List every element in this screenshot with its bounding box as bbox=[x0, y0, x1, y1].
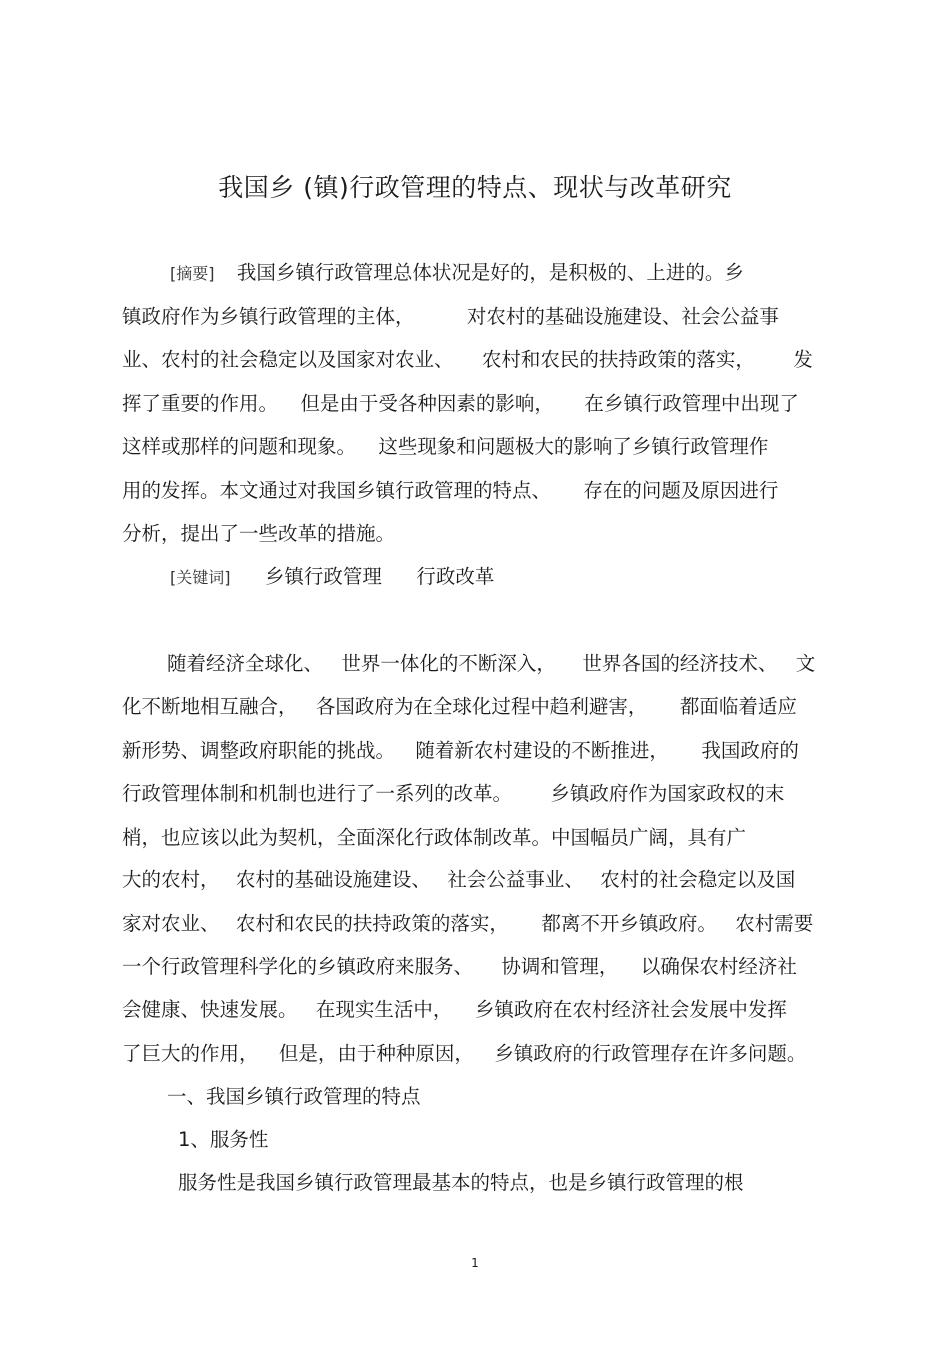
body-text: 农村的社会稳定以及国 bbox=[600, 868, 796, 891]
abstract-text: 农村和农民的扶持政策的落实， bbox=[481, 348, 755, 371]
body-text: 农村和农民的扶持政策的落实， bbox=[235, 912, 509, 935]
body-line-7 bbox=[122, 910, 832, 938]
body-text: 社会公益事业、 bbox=[447, 868, 584, 891]
body-text: 都面临着适应 bbox=[679, 695, 797, 718]
abstract-line-3 bbox=[122, 346, 832, 374]
body-text: 随着新农村建设的不断推进， bbox=[415, 739, 669, 762]
body-line-4 bbox=[122, 780, 832, 808]
abstract-text: 这样或那样的问题和现象。 bbox=[122, 435, 357, 458]
body-text: 文 bbox=[795, 652, 816, 675]
body-text: 梢，也应该以此为契机，全面深化行政体制改革。中国幅员广阔，具有广 bbox=[122, 826, 747, 849]
body-text: 新形势、调整政府职能的挑战。 bbox=[122, 739, 396, 762]
body-text: 各国政府为在全球化过程中趋利避害， bbox=[315, 695, 648, 718]
body-line-8 bbox=[122, 953, 832, 981]
abstract-text: 对农村的基础设施建设、社会公益事 bbox=[466, 305, 779, 328]
body-text: 化不断地相互融合， bbox=[122, 695, 298, 718]
abstract-text: 我国乡镇行政管理总体状况是好的，是积极的、上进的。乡 bbox=[236, 261, 744, 284]
body-text: 了巨大的作用， bbox=[122, 1042, 259, 1065]
body-text: 在现实生活中， bbox=[315, 998, 453, 1021]
body-line-1 bbox=[167, 650, 832, 678]
abstract-line-6 bbox=[122, 477, 832, 505]
abstract-text: 分析，提出了一些改革的措施。 bbox=[122, 522, 396, 545]
body-text: 农村需要 bbox=[735, 912, 814, 935]
body-line-2 bbox=[122, 693, 832, 721]
abstract-line-5 bbox=[122, 433, 832, 461]
body-text: 但是，由于种种原因， bbox=[278, 1042, 474, 1065]
abstract-text: 业、农村的社会稳定以及国家对农业、 bbox=[122, 348, 454, 371]
body-line-3 bbox=[122, 737, 832, 765]
abstract-text: 镇政府作为乡镇行政管理的主体， bbox=[122, 305, 415, 328]
body-line-5 bbox=[122, 824, 832, 852]
section-heading: 一、我国乡镇行政管理的特点 bbox=[167, 1085, 421, 1108]
abstract-line-7 bbox=[122, 520, 832, 548]
body-text: 会健康、快速发展。 bbox=[122, 998, 298, 1021]
keyword: 行政改革 bbox=[416, 565, 495, 588]
body-paragraph-2: 服务性是我国乡镇行政管理最基本的特点，也是乡镇行政管理的根 bbox=[178, 1171, 744, 1194]
body-text: 世界各国的经济技术、 bbox=[582, 652, 778, 675]
abstract-tag: [摘要] bbox=[170, 264, 215, 283]
body-line-9 bbox=[122, 996, 832, 1024]
keyword: 乡镇行政管理 bbox=[264, 565, 382, 588]
body-text: 随着经济全球化、 bbox=[167, 652, 324, 675]
body-text: 行政管理体制和机制也进行了一系列的改革。 bbox=[122, 782, 513, 805]
abstract-text: 存在的问题及原因进行 bbox=[583, 479, 779, 502]
keywords-line bbox=[170, 563, 830, 592]
abstract-line-1 bbox=[170, 259, 830, 288]
abstract-text: 但是由于受各种因素的影响， bbox=[300, 392, 554, 415]
body-text: 大的农村， bbox=[122, 868, 220, 891]
body-text: 农村的基础设施建设、 bbox=[235, 868, 431, 891]
body-line-6 bbox=[122, 866, 832, 894]
body-text: 乡镇政府在农村经济社会发展中发挥 bbox=[474, 998, 787, 1021]
keywords-tag: [关键词] bbox=[170, 568, 231, 587]
body-text: 家对农业、 bbox=[122, 912, 220, 935]
abstract-text: 发 bbox=[793, 348, 813, 371]
body-text: 都离不开乡镇政府。 bbox=[541, 912, 717, 935]
abstract-text: 在乡镇行政管理中出现了 bbox=[584, 392, 799, 415]
body-text: 协调和管理， bbox=[501, 955, 619, 978]
body-line-10 bbox=[122, 1040, 832, 1068]
body-text: 乡镇政府作为国家政权的末 bbox=[550, 782, 785, 805]
abstract-text: 挥了重要的作用。 bbox=[122, 392, 279, 415]
abstract-line-4 bbox=[122, 390, 832, 418]
body-text: 以确保农村经济社 bbox=[640, 955, 797, 978]
abstract-text: 用的发挥。本文通过对我国乡镇行政管理的特点、 bbox=[122, 479, 552, 502]
abstract-text: 这些现象和问题极大的影响了乡镇行政管理作 bbox=[378, 435, 769, 458]
body-text: 我国政府的 bbox=[701, 739, 799, 762]
body-text: 乡镇政府的行政管理存在许多问题。 bbox=[494, 1042, 807, 1065]
abstract-line-2 bbox=[122, 303, 832, 331]
subsection-heading: 1、服务性 bbox=[178, 1128, 269, 1151]
body-text: 一个行政管理科学化的乡镇政府来服务、 bbox=[122, 955, 474, 978]
page-number: 1 bbox=[471, 1256, 479, 1270]
body-text: 世界一体化的不断深入， bbox=[341, 652, 556, 675]
paper-title: 我国乡 (镇)行政管理的特点、现状与改革研究 bbox=[218, 173, 732, 202]
